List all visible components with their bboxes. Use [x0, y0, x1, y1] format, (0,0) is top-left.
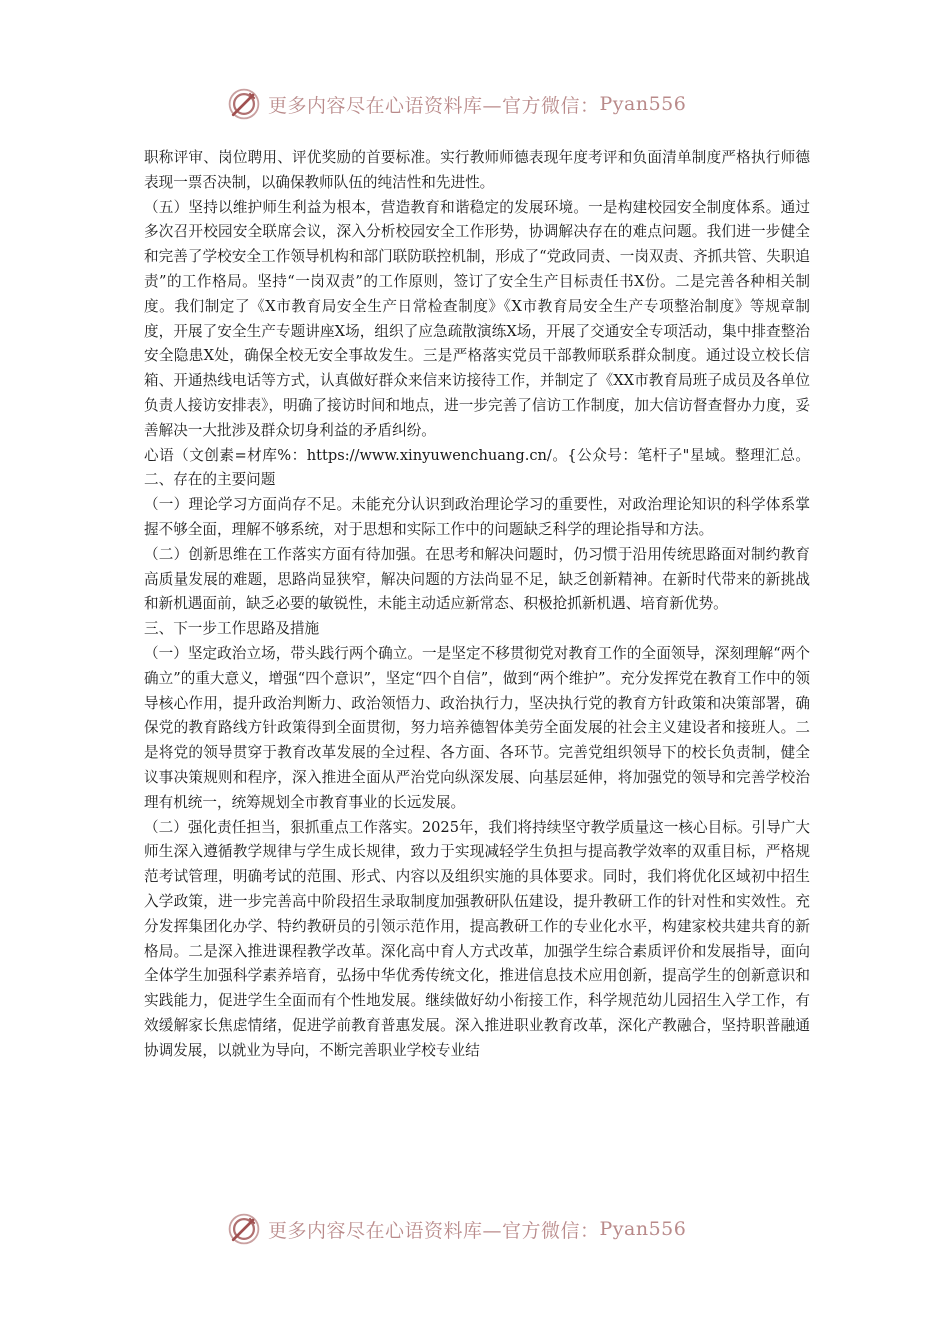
footer-banner [226, 1207, 686, 1251]
section-heading: 三、下一步工作思路及措施 [144, 620, 320, 638]
header-banner [226, 82, 686, 126]
paragraph: （二）创新思维在工作落实方面有待加强。在思考和解决问题时，仍习惯于沿用传统思路面对制约教育高质量发展的难题，思路尚显狭窄，解决问题的方法尚显不足，缺乏创新精神。在新时代带来的新挑战和新机遇面前，缺乏必要的敏锐性，未能主动适应新常态、积极抢抓新机遇、培育新优势。 [144, 545, 810, 613]
logo-icon [226, 1211, 262, 1247]
document-body [144, 146, 810, 1063]
banner-text: 更多内容尽在心语资料库—官方微信： [268, 94, 600, 117]
paragraph: 心语（文创素=材库%：https://www.xinyuwenchuang.cn/。{公众号：笔杆子"星域。整理汇总。二、存在的主要问题 [144, 446, 810, 489]
logo-icon [226, 86, 262, 122]
wechat-id: Pyan556 [599, 93, 687, 115]
wechat-id: Pyan556 [599, 1218, 687, 1240]
paragraph: （一）坚定政治立场，带头践行两个确立。一是坚定不移贯彻党对教育工作的全面领导，深刻理解“两个确立”的重大意义，增强“四个意识”，坚定“四个自信”，做到“两个维护”。充分发挥党在教育工作中的领导核心作用，提升政治判断力、政治领悟力、政治执行力，坚决执行党的教育方针政策和决策部署，确保党的教育路线方针政策得到全面贯彻，努力培养德智体美劳全面发展的社会主义建设者和接班人。二是将党的领导贯穿于教育改革发展的全过程、各方面、各环节。完善党组织领导下的校长负责制，健全议事决策规则和程序，深入推进全面从严治党向纵深发展、向基层延伸，将加强党的领导和完善学校治理有机统一，统筹规划全市教育事业的长远发展。 [144, 644, 810, 811]
banner-text: 更多内容尽在心语资料库—官方微信： [268, 1219, 600, 1242]
paragraph: （一）理论学习方面尚存不足。未能充分认识到政治理论学习的重要性，对政治理论知识的科学体系掌握不够全面，理解不够系统，对于思想和实际工作中的问题缺乏科学的理论指导和方法。 [144, 496, 810, 538]
paragraph: 职称评审、岗位聘用、评优奖励的首要标准。实行教师师德表现年度考评和负面清单制度严格执行师德表现一票否决制，以确保教师队伍的纯洁性和先进性。 [144, 149, 810, 191]
paragraph: （五）坚持以维护师生利益为根本，营造教育和谐稳定的发展环境。一是构建校园安全制度体系。通过多次召开校园安全联席会议，深入分析校园安全工作形势，协调解决存在的难点问题。我们进一步健全和完善了学校安全工作领导机构和部门联防联控机制，形成了“党政同责、一岗双责、齐抓共管、失职追责”的工作格局。坚持“一岗双责”的工作原则，签订了安全生产目标责任书X份。二是完善各种相关制度。我们制定了《X市教育局安全生产日常检查制度》《X市教育局安全生产专项整治制度》等规章制度，开展了安全生产专题讲座X场，组织了应急疏散演练X场，开展了交通安全专项活动，集中排查整治安全隐患X处，确保全校无安全事故发生。三是严格落实党员干部教师联系群众制度。通过设立校长信箱、开通热线电话等方式，认真做好群众来信来访接待工作，并制定了《XX市教育局班子成员及各单位负责人接访安排表》，明确了接访时间和地点，进一步完善了信访工作制度，加大信访督查督办力度，妥善解决一大批涉及群众切身利益的矛盾纠纷。 [144, 198, 810, 439]
paragraph: （二）强化责任担当，狠抓重点工作落实。2025年，我们将持续坚守教学质量这一核心目标。引导广大师生深入遵循教学规律与学生成长规律，致力于实现减轻学生负担与提高教学效率的双重目标，严格规范考试管理，明确考试的范围、形式、内容以及组织实施的具体要求。同时，我们将优化区域初中招生入学政策，进一步完善高中阶段招生录取制度加强教研队伍建设，提升教研工作的针对性和实效性。充分发挥集团化办学、特约教研员的引领示范作用，提高教研工作的专业化水平，构建家校共建共育的新格局。二是深入推进课程教学改革。深化高中育人方式改革，加强学生综合素质评价和发展指导，面向全体学生加强科学素养培育，弘扬中华优秀传统文化，推进信息技术应用创新，提高学生的创新意识和实践能力，促进学生全面而有个性地发展。继续做好幼小衔接工作，科学规范幼儿园招生入学工作，有效缓解家长焦虑情绪，促进学前教育普惠发展。深入推进职业教育改革，深化产教融合，坚持职普融通协调发展，以就业为导向，不断完善职业学校专业结 [144, 818, 810, 1059]
